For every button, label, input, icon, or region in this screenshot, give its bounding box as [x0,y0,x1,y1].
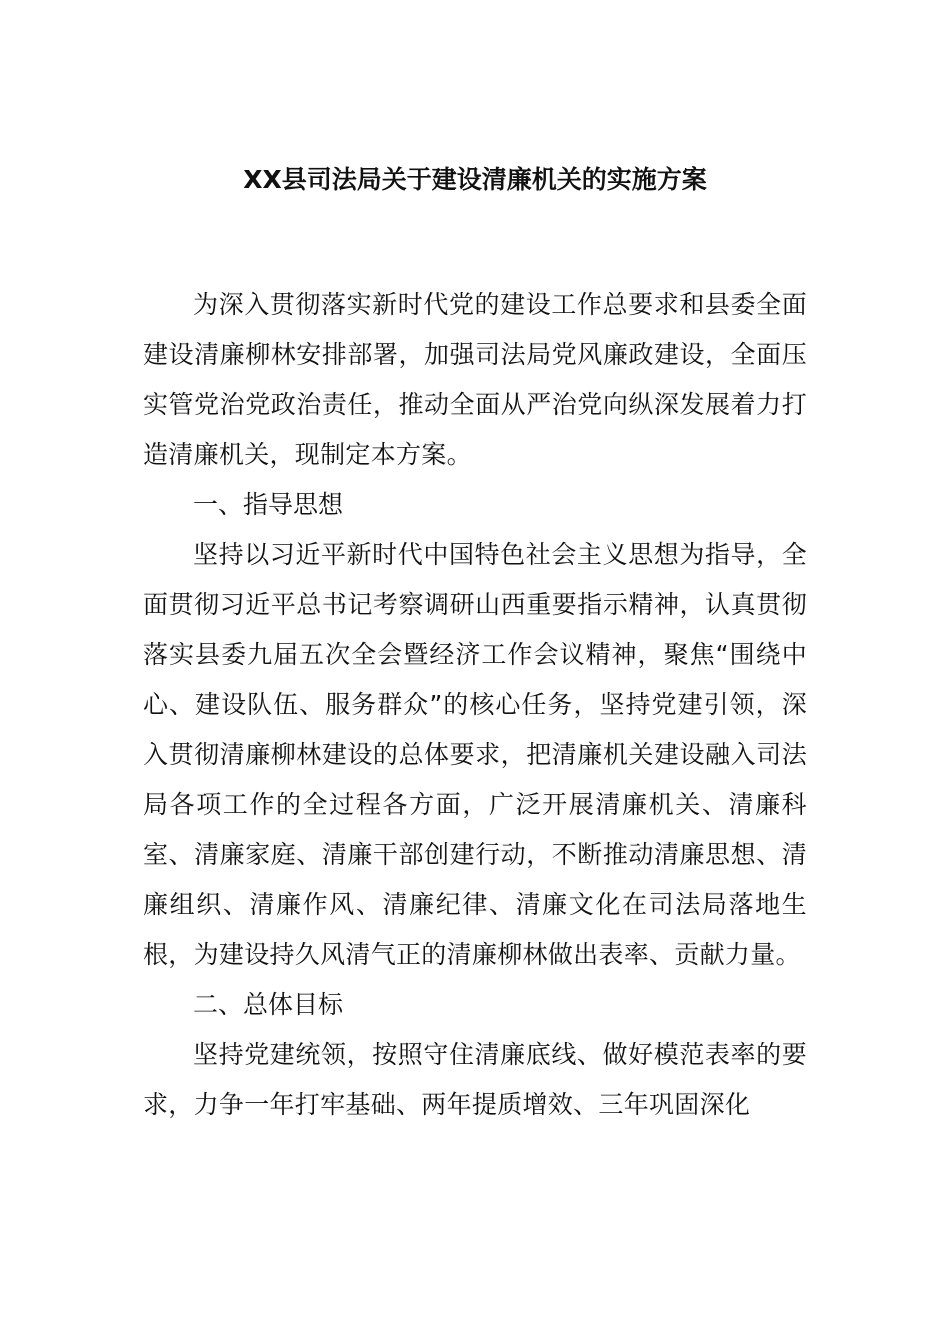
section-heading-guiding-ideology: 一、指导思想 [193,490,344,519]
document-title: XX县司法局关于建设清廉机关的实施方案 [243,165,707,194]
intro-paragraph: 为深入贯彻落实新时代党的建设工作总要求和县委全面建设清廉柳林安排部署，加强司法局党风廉政建设，全面压实管党治党政治责任，推动全面从严治党向纵深发展着力打造清廉机关，现制定本方案。 [143,290,807,469]
guiding-ideology-paragraph: 坚持以习近平新时代中国特色社会主义思想为指导，全面贯彻习近平总书记考察调研山西重要指示精神，认真贯彻落实县委九届五次全会暨经济工作会议精神，聚焦“围绕中心、建设队伍、服务群众”的核心任务，坚持党建引领，深入贯彻清廉柳林建设的总体要求，把清廉机关建设融入司法局各项工作的全过程各方面，广泛开展清廉机关、清廉科室、清廉家庭、清廉干部创建行动，不断推动清廉思想、清廉组织、清廉作风、清廉纪律、清廉文化在司法局落地生根，为建设持久风清气正的清廉柳林做出表率、贡献力量。 [143,540,807,969]
document-body [143,280,807,1130]
section-heading-overall-goal: 二、总体目标 [193,990,344,1019]
overall-goal-paragraph: 坚持党建统领，按照守住清廉底线、做好模范表率的要求，力争一年打牢基础、两年提质增效、三年巩固深化 [143,1040,807,1119]
